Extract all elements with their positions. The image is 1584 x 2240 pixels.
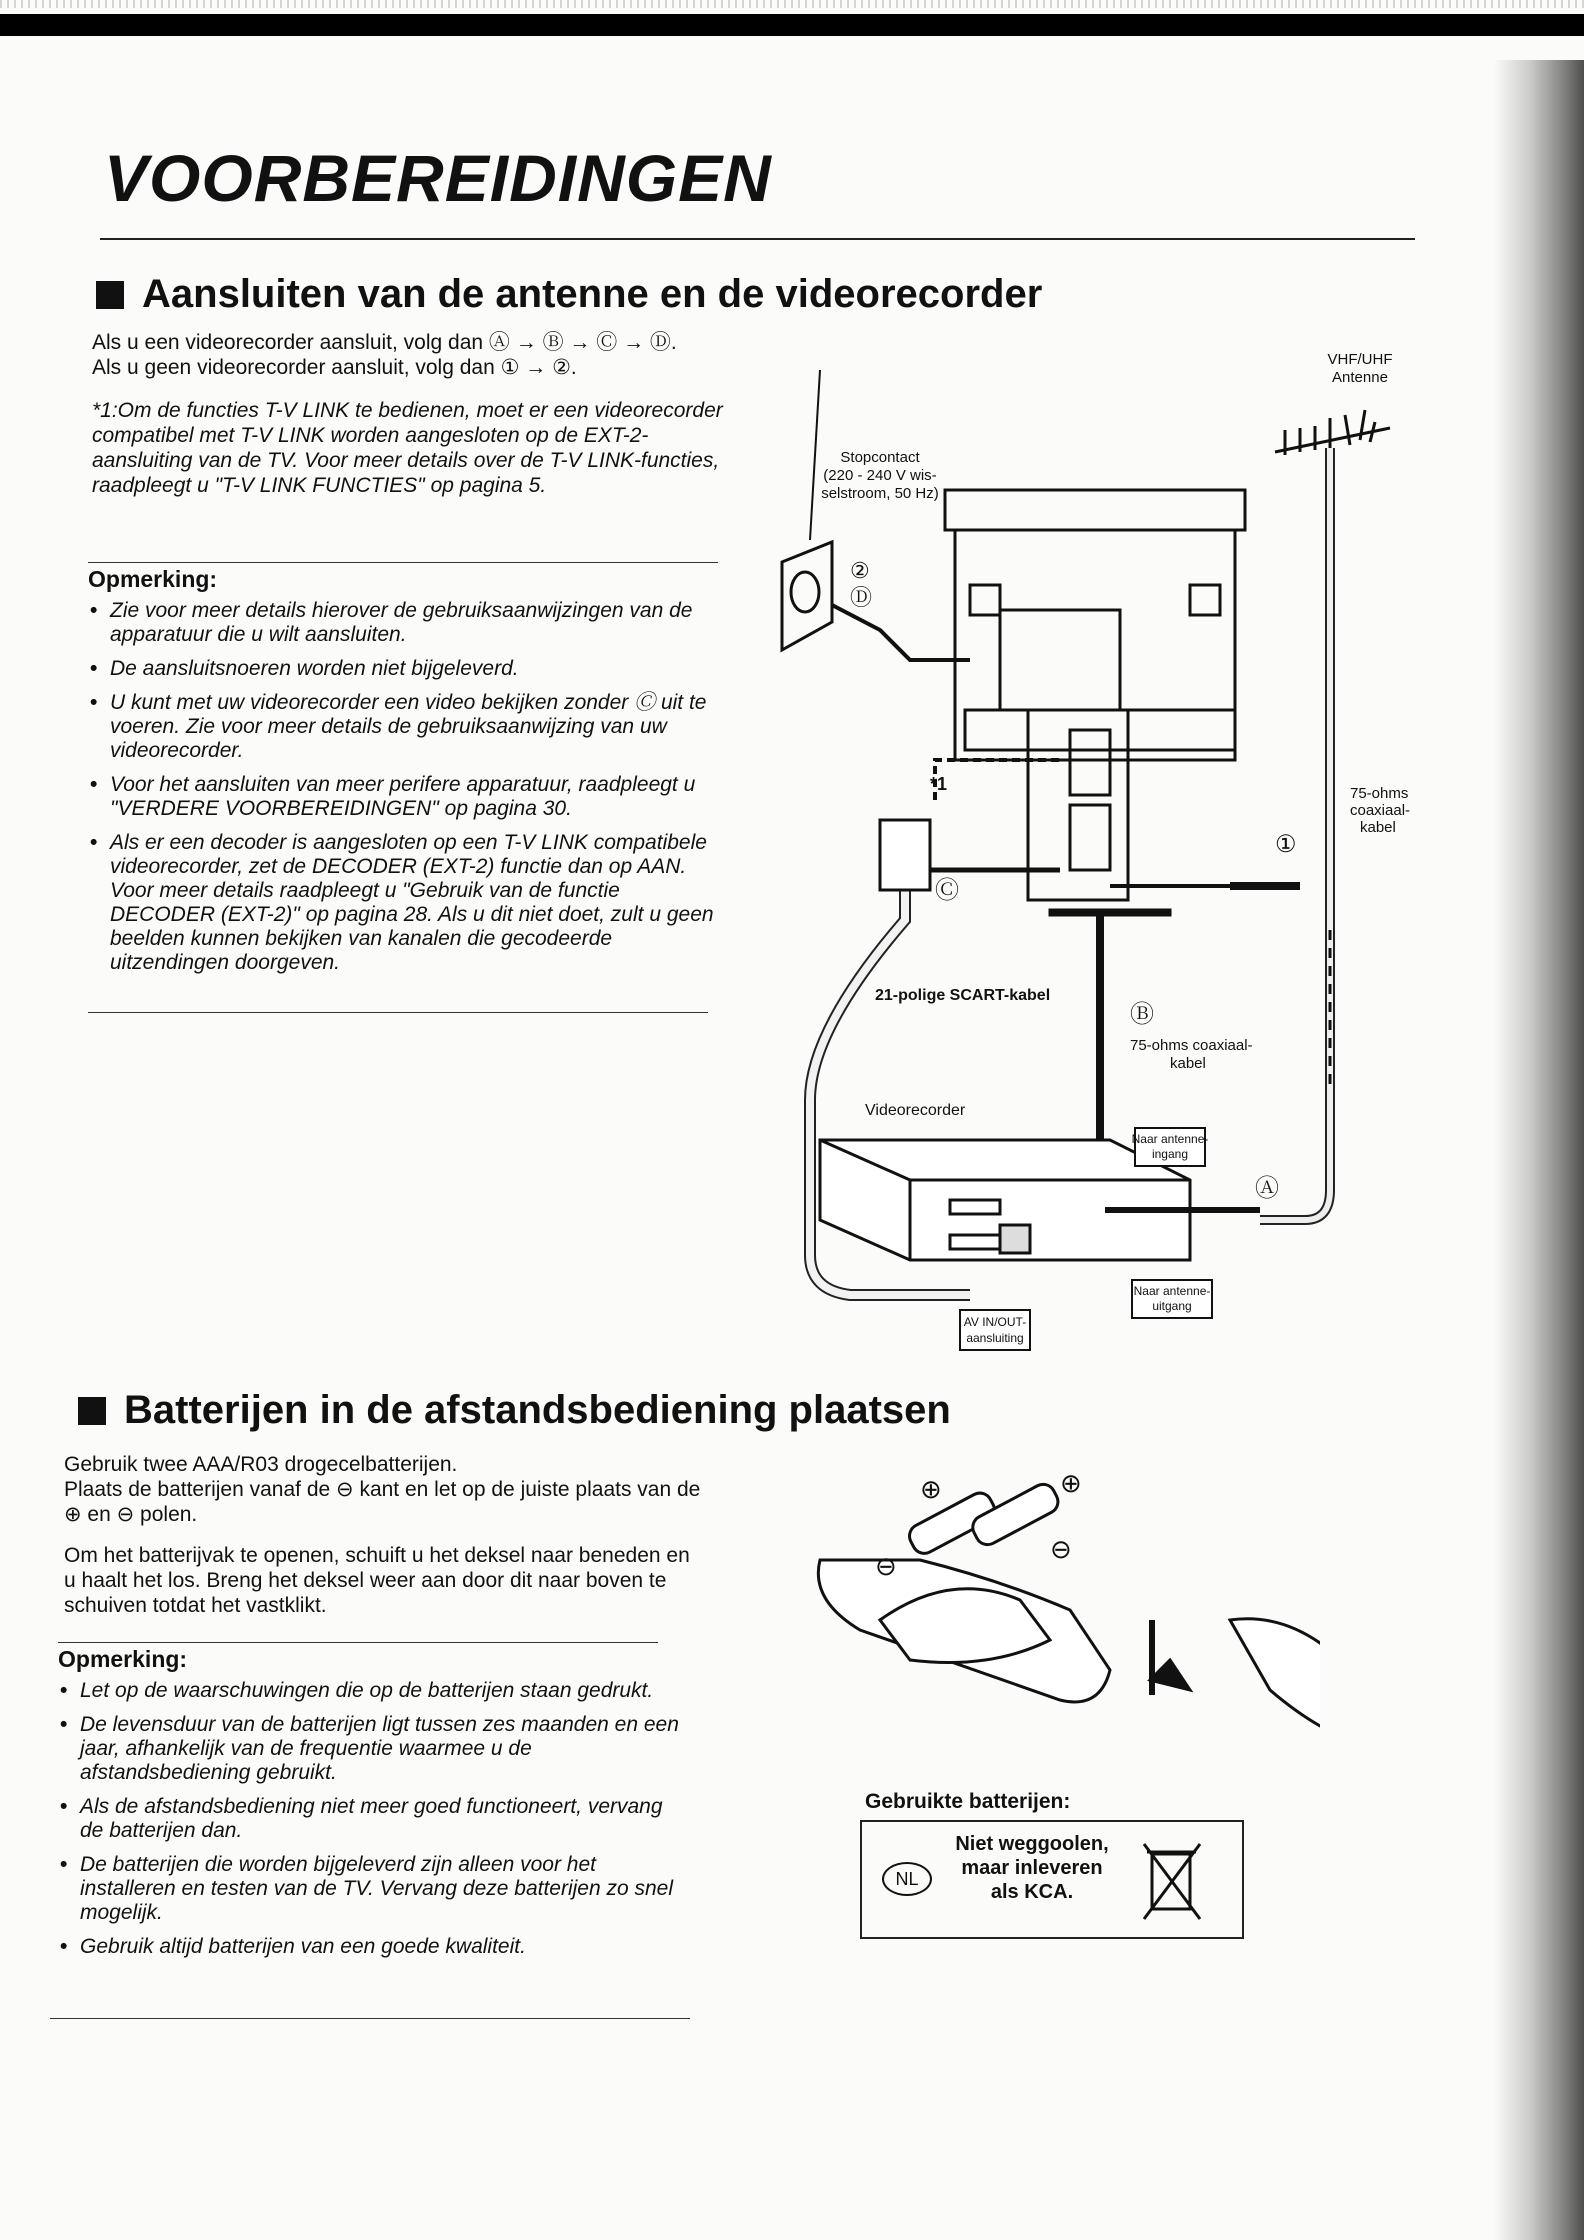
minus-pole-label: ⊖ bbox=[875, 1551, 897, 1581]
battery-section-heading-text: Batterijen in de afstandsbediening plaatsen bbox=[124, 1388, 951, 1432]
note-rule-top bbox=[58, 1642, 658, 1643]
note-rule-bottom bbox=[88, 1012, 708, 1013]
vcr-label: Videorecorder bbox=[865, 1102, 966, 1119]
note-item: • Als de afstandsbediening niet meer goed functioneert, vervang de batterijen dan. bbox=[58, 1795, 688, 1843]
note-title: Opmerking: bbox=[58, 1646, 188, 1672]
scan-dots bbox=[0, 0, 1584, 8]
av-label: aansluiting bbox=[966, 1331, 1024, 1345]
intro-line-no-vcr: Als u geen videorecorder aansluit, volg dan ① → ②. bbox=[92, 356, 577, 379]
title-rule bbox=[100, 238, 1415, 240]
battery-insert-text: Plaats de batterijen vanaf de ⊖ kant en let op de juiste plaats van de ⊕ en ⊖ polen. bbox=[64, 1478, 701, 1526]
disposal-line: maar inleveren bbox=[961, 1857, 1103, 1879]
top-bar bbox=[0, 14, 1584, 36]
note-item: • De batterijen die worden bijgeleverd zijn alleen voor het installeren en testen van de TV. Vervang deze batterijen zo snel mogelijk. bbox=[58, 1853, 688, 1925]
antenna-intro bbox=[92, 330, 752, 380]
note-rule-bottom bbox=[50, 2018, 690, 2019]
battery-cover-text: Om het batterijvak te openen, schuift u het deksel naar beneden en u haalt het los. Breng het deksel weer aan door dit naar boven te schuiven totdat het vastklikt. bbox=[64, 1544, 690, 1617]
coax-label: 75-ohms coaxiaal- bbox=[1130, 1037, 1253, 1054]
stopcontact-label: (220 - 240 V wis- bbox=[823, 467, 937, 484]
step-a-label: Ⓐ bbox=[1255, 1175, 1279, 1202]
minus-pole-label: ⊖ bbox=[1050, 1534, 1072, 1564]
disposal-text bbox=[952, 1832, 1112, 1904]
stopcontact-label: Stopcontact bbox=[840, 449, 920, 466]
coax-label: 75-ohms bbox=[1350, 785, 1409, 802]
note-item: • Voor het aansluiten van meer perifere apparatuur, raadpleegt u "VERDERE VOORBEREIDINGEN" op pagina 30. bbox=[88, 773, 723, 821]
antenna-in-label: Naar antenne- bbox=[1131, 1132, 1209, 1146]
note-item: • De aansluitsnoeren worden niet bijgeleverd. bbox=[88, 657, 723, 681]
heading-square-bullet bbox=[78, 1397, 106, 1425]
antenna-notes bbox=[88, 566, 723, 985]
note-rule-top bbox=[88, 562, 718, 563]
plus-pole-label: ⊕ bbox=[1060, 1470, 1082, 1498]
plus-pole-label: ⊕ bbox=[920, 1474, 942, 1504]
antenna-section-heading-text: Aansluiten van de antenne en de videorecorder bbox=[142, 272, 1043, 316]
battery-notes bbox=[58, 1646, 688, 1969]
note-title: Opmerking: bbox=[88, 566, 218, 592]
tv-link-footnote: *1:Om de functies T-V LINK te bedienen, moet er een videorecorder compatibel met T-V LINK worden aangesloten op de EXT-2-aansluiting van de TV. Voor meer details over de T-V LINK-functies, raadpleegt u "T-V LINK FUNCTIES" op pagina 5. bbox=[92, 399, 723, 497]
scan-edge-shadow bbox=[1494, 60, 1584, 2240]
disposal-line: als KCA. bbox=[990, 1881, 1074, 1903]
connection-diagram bbox=[770, 330, 1430, 1360]
disposal-line: Niet weggoolen, bbox=[955, 1833, 1109, 1855]
antenna-out-label: Naar antenne- bbox=[1133, 1284, 1211, 1298]
antenna-out-label: uitgang bbox=[1152, 1299, 1192, 1313]
disposal-box bbox=[860, 1820, 1244, 1939]
note-item: • Zie voor meer details hierover de gebruiksaanwijzingen van de apparatuur die u wilt aansluiten. bbox=[88, 599, 723, 647]
page-title: VOORBEREIDINGEN bbox=[104, 141, 772, 215]
step-2-label: ② bbox=[850, 558, 870, 583]
nl-mark-icon: NL bbox=[882, 1862, 932, 1896]
coax-label: coaxiaal- bbox=[1350, 802, 1411, 819]
av-label: AV IN/OUT- bbox=[963, 1315, 1027, 1329]
step-d-label: Ⓓ bbox=[850, 585, 873, 610]
used-batteries-title: Gebruikte batterijen: bbox=[865, 1790, 1071, 1813]
antenna-label: Antenne bbox=[1332, 369, 1388, 386]
battery-illustration bbox=[800, 1470, 1320, 1790]
note-item: • U kunt met uw videorecorder een video bekijken zonder Ⓒ uit te voeren. Zie voor meer details de gebruiksaanwijzing van uw videorecorder. bbox=[88, 691, 723, 763]
stopcontact-label: selstroom, 50 Hz) bbox=[821, 485, 939, 502]
antenna-in-label: ingang bbox=[1151, 1147, 1189, 1161]
battery-type-text: Gebruik twee AAA/R03 drogecelbatterijen. bbox=[64, 1453, 458, 1476]
scart-cable-label: 21-polige SCART-kabel bbox=[875, 987, 1051, 1004]
coax-label: kabel bbox=[1360, 819, 1396, 836]
coax-label: kabel bbox=[1170, 1055, 1206, 1072]
note-item: • Als er een decoder is aangesloten op een T-V LINK compatibele videorecorder, zet de DECODER (EXT-2) functie dan op AAN. Voor meer details raadpleegt u "Gebruik van de functie DECODER (EXT-2)" op pagina 28. Als u dit niet doet, zult u geen beelden kunnen bekijken van kanalen die gecodeerde uitzendingen doorgeven. bbox=[88, 831, 723, 975]
note-item: • De levensduur van de batterijen ligt tussen zes maanden en een jaar, afhankelijk van de frequentie waarmee u de afstandsbediening gebruikt. bbox=[58, 1713, 688, 1785]
step-1-label: ① bbox=[1275, 831, 1297, 858]
heading-square-bullet bbox=[96, 281, 124, 309]
note-item: • Gebruik altijd batterijen van een goede kwaliteit. bbox=[58, 1935, 688, 1959]
battery-section-heading bbox=[78, 1388, 951, 1433]
crossed-bin-icon bbox=[1142, 1834, 1202, 1924]
footnote-marker: *1 bbox=[930, 774, 948, 794]
wall-socket-icon bbox=[782, 370, 970, 660]
battery-text bbox=[64, 1452, 704, 1618]
step-c-label: Ⓒ bbox=[935, 877, 959, 904]
antenna-label: VHF/UHF bbox=[1327, 351, 1393, 368]
step-b-label: Ⓑ bbox=[1130, 1001, 1154, 1028]
intro-line-vcr: Als u een videorecorder aansluit, volg dan Ⓐ → Ⓑ → Ⓒ → Ⓓ. bbox=[92, 331, 677, 354]
note-item: • Let op de waarschuwingen die op de batterijen staan gedrukt. bbox=[58, 1679, 688, 1703]
tv-back-icon bbox=[945, 490, 1245, 760]
antenna-section-heading bbox=[96, 272, 1042, 317]
